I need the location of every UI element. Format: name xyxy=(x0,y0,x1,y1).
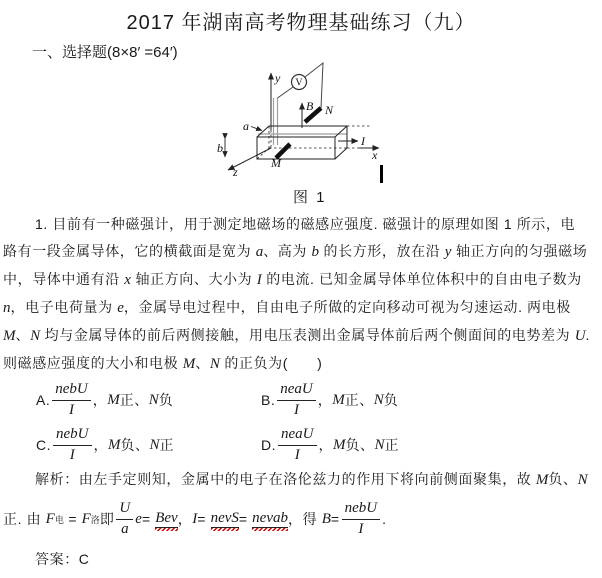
text-run: y xyxy=(444,244,452,260)
text-run: M xyxy=(333,436,346,453)
text-run: ， xyxy=(318,437,333,453)
text-run: 均与金属导体的前后两侧接触，用电压表测出金属导体前后两个侧面间的电势差为 xyxy=(40,327,575,343)
fraction: $\frac{\text{neaU}}{I}$ xyxy=(278,426,317,464)
text-run: 负、 xyxy=(120,437,150,453)
explanation-line-2 xyxy=(3,500,598,538)
text-run: ，金属导电过程中，自由电子所做的定向移动可视为匀速运动. 两电极 xyxy=(123,299,571,315)
text-run: D. xyxy=(261,437,276,453)
problem-line-1 xyxy=(3,211,598,238)
label-z-axis: z xyxy=(233,165,238,179)
text-run: N xyxy=(374,436,385,453)
text-run: M xyxy=(182,356,196,372)
text-run: N xyxy=(30,328,41,344)
fraction: $\frac{\text{nebU}}{I}$ xyxy=(53,426,92,464)
text-run: U xyxy=(574,328,586,344)
text-run: 负 xyxy=(158,392,174,408)
text-run: = xyxy=(63,511,82,527)
option-a xyxy=(36,381,173,419)
text-run: 的正负为( ) xyxy=(219,355,323,371)
text-run: nevS xyxy=(210,510,239,526)
text-run: b xyxy=(311,244,319,260)
option-c xyxy=(36,426,174,464)
label-electrode-m: M xyxy=(271,156,281,170)
text-run: 中，导体中通有沿 xyxy=(3,271,125,287)
section-heading: 一、选择题(8×8′ =64′) xyxy=(32,44,178,61)
text-run: ，得 xyxy=(287,511,322,527)
problem-paragraph xyxy=(3,211,598,378)
text-run: 正、 xyxy=(119,392,149,408)
text-run: . xyxy=(585,327,591,343)
problem-line-5 xyxy=(3,322,598,350)
text-run: 负 xyxy=(383,392,399,408)
text-run: C. xyxy=(36,437,51,453)
text-run: M xyxy=(535,472,549,488)
text-run: N xyxy=(373,391,384,408)
figure-caption: 图 1 xyxy=(293,189,327,206)
label-dim-b: b xyxy=(217,141,223,155)
text-run: ， xyxy=(92,392,108,408)
text-run: 即 xyxy=(99,511,115,527)
explanation-line-1 xyxy=(3,466,598,494)
label-x-axis: x xyxy=(372,148,378,162)
text-run: I xyxy=(256,272,262,288)
text-run: N xyxy=(577,472,588,488)
fraction: $\frac{\text{nebU}}{I}$ xyxy=(342,500,381,538)
option-b xyxy=(261,381,398,419)
voltmeter xyxy=(292,75,307,90)
text-run: 路有一段金属导体，它的横截面是宽为 xyxy=(3,243,256,259)
text-run: ， xyxy=(317,392,333,408)
text-run: 的长方形，放在沿 xyxy=(319,243,445,259)
text-cursor xyxy=(380,165,383,183)
figure-1 xyxy=(205,60,445,190)
option-d xyxy=(261,426,399,464)
text-run: nevab xyxy=(252,510,288,526)
text-run: B xyxy=(321,510,331,527)
text-run: 、 xyxy=(15,327,31,343)
figure-1-drawing xyxy=(205,60,445,190)
text-run: N xyxy=(149,436,160,453)
text-run: 、 xyxy=(195,355,210,371)
page-title: 2017 年湖南高考物理基础练习（九） xyxy=(126,12,476,34)
text-run: . xyxy=(382,511,387,527)
text-run: F xyxy=(81,510,91,527)
answer-line: 答案：C xyxy=(35,551,90,567)
label-voltmeter: V xyxy=(295,77,303,89)
fraction: $\frac{U}{a}$ xyxy=(116,500,133,538)
text-run: M xyxy=(3,328,16,344)
text-run: a xyxy=(255,244,264,260)
text-run: ， xyxy=(93,437,108,453)
fraction: $\frac{\text{neaU}}{I}$ xyxy=(277,381,316,419)
text-run: ， xyxy=(177,511,193,527)
text-run: F xyxy=(45,510,55,527)
text-run: 负、 xyxy=(548,471,578,487)
text-run: n xyxy=(3,300,11,316)
text-run: 正、 xyxy=(344,392,374,408)
text-run: N xyxy=(148,391,159,408)
label-y-axis: y xyxy=(275,71,281,85)
text-run: M xyxy=(108,436,121,453)
text-run: M xyxy=(107,391,120,408)
problem-line-3 xyxy=(3,266,598,294)
text-run: ，电子电荷量为 xyxy=(10,299,118,315)
problem-line-2 xyxy=(3,238,598,266)
text-run: 正 xyxy=(384,437,400,453)
problem-line-4 xyxy=(3,294,598,322)
text-run: 轴正方向的匀强磁场 xyxy=(451,243,588,259)
text-run: 洛 xyxy=(90,514,100,525)
text-run: 负、 xyxy=(345,437,375,453)
text-run: I xyxy=(192,510,198,527)
text-run: Bev xyxy=(155,510,178,526)
fraction: $\frac{\text{nebU}}{I}$ xyxy=(52,381,91,419)
label-b-field: B xyxy=(306,99,314,113)
label-electrode-n: N xyxy=(325,103,334,117)
text-run: = xyxy=(141,511,156,527)
text-run: 1. 目前有一种磁强计，用于测定地磁场的磁感应强度. 磁强计的原理如图 1 所示，电 xyxy=(35,216,576,232)
text-run: 正 xyxy=(159,437,175,453)
dim-a xyxy=(251,127,262,131)
text-run: e xyxy=(135,510,142,527)
text-run: 解析：由左手定则知，金属中的电子在洛伦兹力的作用下将向前侧面聚集，故 xyxy=(35,471,536,487)
text-run: = xyxy=(197,511,211,527)
text-run: 、高为 xyxy=(263,243,312,259)
text-run: B. xyxy=(261,392,276,408)
text-run: 轴正方向、大小为 xyxy=(130,271,257,287)
text-run: N xyxy=(209,356,220,372)
text-run: 电 xyxy=(54,514,64,525)
label-current-i: I xyxy=(361,134,365,148)
text-run: M xyxy=(332,391,345,408)
text-run: = xyxy=(238,511,253,527)
text-run: x xyxy=(124,272,131,288)
text-run: 的电流. 已知金属导体单位体积中的自由电子数为 xyxy=(261,271,582,287)
text-run: = xyxy=(330,511,340,527)
label-dim-a: a xyxy=(243,119,249,133)
text-run: 正. 由 xyxy=(3,511,46,527)
text-run: e xyxy=(117,300,124,316)
text-run: 则磁感应强度的大小和电极 xyxy=(3,355,183,371)
problem-line-6 xyxy=(3,350,598,378)
text-run: A. xyxy=(36,392,51,408)
